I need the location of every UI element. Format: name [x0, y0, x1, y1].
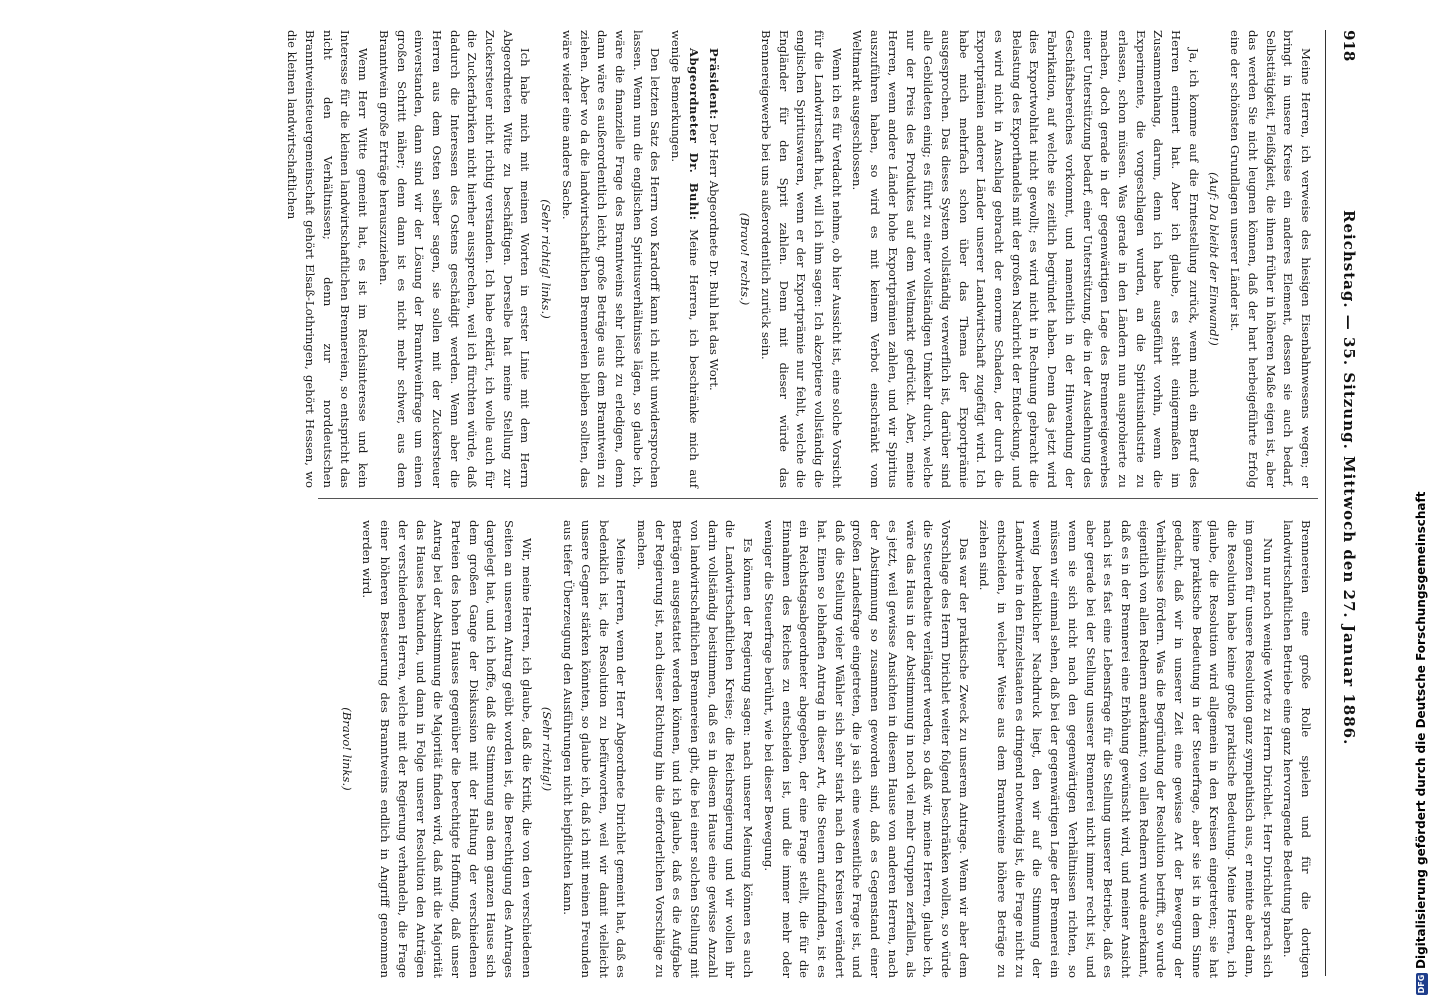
speaker-name: Abgeordneter Dr. Buhl:: [686, 48, 701, 221]
left-spacer: [723, 30, 733, 488]
left-interjection: (Sehr richtig! links.): [539, 199, 554, 319]
right-paragraph: Es können der Regierung sagen: nach unserer Meinung können es auch die Landwirtschaftlichen Kreise; die Reichsregierung und wir wollen ihr darin vollständig beistimmen, daß es in diesem Hause eine gewisse Anzahl von landwirtschaftlichen Brennereien gibt, die bei einer solchen Stellung mit Beträgen ausgestattet werden können, und ich glaube, daß es die Aufgabe der Regierung ist, nach dieser Richtung hin die erforderlichen Vorschläge zu machen.: [634, 520, 756, 978]
left-paragraph: Präsident: Der Herr Abgeordnete Dr. Buhl hat das Wort.: [707, 48, 722, 391]
column-divider: [318, 498, 1318, 499]
speaker-name: Präsident:: [707, 48, 722, 120]
left-paragraph: Ich habe mich mit meinen Worten in erster Linie mit dem Herrn Abgeordneten Witte zu beschäftigen. Derselbe hat meine Stellung zur Zuckersteuer nicht richtig verstanden. Ich habe erklärt, ich wolle auch für die Zuckerfabriken nicht hierher aussprechen, weil ich fürchten würde, daß dadurch die Interessen des Ostens geschädigt werden. Wenn aber die Herren aus dem Osten selber sagen, sie sollen mit der Zuckersteuer einverstanden, dann sind wir der Lösung der Branntweinfrage um einen großen Schritt näher; denn dann ist es nicht mehr schwer, aus dem Branntwein große Erträge herauszuziehen.: [376, 30, 533, 488]
right-interjection: (Sehr richtig!): [540, 706, 555, 792]
right-paragraph: Das war der praktische Zweck zu unserem Antrage. Wenn wir aber dem Vorschlage des Herrn Dirichlet weiter folgend beschränken wollen, so würde die Steuerdebatte verlängert werden, so daß wir, meine Herren, glaube ich, wäre das Haus in der Abstimmung in noch viel mehr Gruppen zerfallen, als es jetzt, weil gewisse Ansichten in diesem Hause von anderen Herren, nach der Abstimmung so zusammen geworden sind, daß es Gegenstand einer großen Landesfrage eingetreten, die ja sich eine wesentliche Frage ist, und daß die Stellung vieler Wähler sich sehr stark nach den Kreisen verändert hat. Einen so lebhaften Antrag in dieser Art, die Steuern aufzufinden, ist es ein Reichstagsabgeordneter abgegeben, der eine Frage stellt, die für die Einnahmen des Reiches zu entscheiden ist, und die immer mehr oder weniger die Steuerfrage berührt, wie bei dieser Bewegung.: [761, 520, 971, 978]
right-column: [334, 520, 1314, 978]
left-paragraph: Abgeordneter Dr. Buhl: Meine Herren, ich beschränke mich auf wenige Bemerkungen.: [669, 30, 701, 488]
footer-credit: [1414, 492, 1428, 995]
left-paragraph: Den letzten Satz des Herrn von Kardorff kann ich nicht unwidersprochen lassen. Wenn nun die englischen Spiritusverhältnisse lägen, so glaube ich, wäre die finanzielle Frage des Branntweins sehr leicht zu erledigen, denn dann wäre es außerordentlich leicht, große Beträge aus dem Branntwein zu ziehen. Aber wo da die landwirtschaftlichen Brennereien bleiben sollten, das wäre wieder eine andere Sache.: [559, 30, 663, 488]
right-paragraph: Meine Herren, wenn der Herr Abgeordnete Dirichlet gemeint hat, daß es bedenklich ist, die Resolution zu befürworten, weil wir damit vielleicht unsere Gegner stärken könnten, so glaube ich, daß ich mit meinen Freunden aus tiefer Überzeugung den Ausführungen nicht beipflichten kann.: [561, 520, 629, 978]
left-paragraph: Wenn Herr Witte gemeint hat, es ist im Reichsinteresse und kein Interesse für die kleinen landwirtschaftlichen Brennereien, so entspricht das nicht den Verhältnissen; denn zur norddeutschen Branntweinsteuergemeinschaft gehört Elsaß-Lothringen, gehört Hessen, wo die kleinen landwirtschaftlichen: [285, 30, 371, 488]
left-paragraph: Meine Herren, ich verweise des hiesigen Eisenbahnwesens wegen; er bringt in unsere Kreise ein anderes Element, dessen sie auch bedarf, Selbsttätigkeit, Fleißigkeit, die ihnen früher in höheren Maße eigen ist, aber das werden Sie nicht leugnen können, daß der hart herbeigeführte Erfolg eine der schönsten Grundlagen unserer Länder ist.: [1228, 30, 1313, 488]
right-interjection: (Bravo! links.): [339, 707, 354, 791]
left-paragraph: Ja, ich komme auf die Erntestellung zurück, wenn mich ein Beruf des Herren erinnert hat. Aber ich glaube, es steht einigermaßen im Zusammenhang, darum, denn ich habe ausgeführt vorhin, wenn die Experimente, die vorgeschlagen wurden, an die Spiritusindustrie zu erlassen, schon müssen. Was gerade in den Ländern nun ausprobierte zu machen, doch gerade in der gegenwärtigen Lage des Brennereigewerbes einer Unterstützung bedarf, einer Unterstützung, die in der Ausdehnung des Geschäftsbereiches vorkommt, und namentlich in der Hinwendung der Fabrikation, auf welche sie zeitlich begründet haben. Denn das jetzt wird dies Exportwohltat nicht gewollt; es wird nicht in Rechnung gebracht die Belastung des Exporthandels mit der großen Nachricht der Entdeckung, und es wird nicht in Anschlag gebracht der enorme Schaden, der durch die Exportprämien anderer Länder unserer Landwirtschaft zugefügt wird. Ich habe mich mehrfach schon über das Thema der Exportprämie ausgesprochen. Das dieses System vollständig verwerflich ist, darüber sind alle Gebildeten einig; es führt zu einer vollständigen Umkehr durch, welche nur der Preis des Produktes auf dem Weltmarkt gedrückt. Aber, meine Herren, wenn andere Länder hohe Exportprämien zahlen, und wir Spiritus auszuführen haben, so wird es mit keinem Verbot einschränkt vom Weltmarkt ausgeschlossen.: [850, 30, 1201, 488]
header-rule: [1325, 30, 1326, 976]
page-header: [1332, 30, 1358, 976]
dfg-logo: DFG: [1416, 974, 1426, 994]
left-interjection: (Bravo! rechts.): [738, 212, 753, 306]
left-interjection: (Auf: Da bleibt der Einwand!): [1207, 172, 1222, 346]
page-number: 918: [1340, 30, 1358, 62]
right-paragraph: Nun nur noch wenige Worte zu Herrn Dirichlet. Herr Dirichlet sprach sich im ganzen für unsere Resolution ganz sympathisch aus, er meinte aber dann, die Resolution habe keine große praktische Bedeutung. Meine Herren, ich glaube, die Resolution wird allgemein in den Kreisen eingetreten; sie hat keine praktische Bedeutung in der Steuerfrage, aber sie ist in dem Sinne gedacht, daß wir in unserer Zeit eine gewisse Art der Bewegung der Verhältnisse fördern. Was die Begründung der Resolution betrifft, so wurde eigentlich von allen Rednern anerkannt; von allen Rednern wurde anerkannt, daß es in der Brennerei eine Erhöhung gewünscht wird, und meiner Ansicht nach ist es fast eine Lebensfrage für die Stellung unserer Betriebe, daß es aber gerade bei der Stellung unserer Brennerei nicht immer recht ist, und wenn sie sich nicht nach den gegenwärtigen Verhältnissen richten, so müssen wir einmal sehen, daß bei der gegenwärtigen Lage der Brennerei ein wenig bedenklicher Nachdruck liegt, den wir auf die Stimmung der Landwirte in den Einzelstaaten es dringend notwendig ist, die Frage nicht zu entscheiden, in welcher Weise aus dem Branntweine höhere Beträge zu ziehen sind.: [977, 520, 1275, 978]
right-paragraph: Wir, meine Herren, ich glaube, daß die Kritik, die von den verschiedenen Seiten an unserem Antrag geübt worden ist, die Berechtigung des Antrages dargelegt hat, und ich hoffe, daß die Stimmung ans dem ganzen Hause sich dem großen Gange der Diskussion mit der Haltung der verschiedenen Parteien des hohen Hauses gegenüber die berechtigte Hoffnung, daß unser Antrag bei der Abstimmung die Majorität finden wird, daß mit die Majorität das Hauses bekunden, und dann in Folge unserer Resolution den Anträgen der verschiedenen Herren, welche mit der Regierung verhandeln, die Frage einer höheren Besteuerung des Branntweins endlich in Angriff genommen werden wird.: [360, 520, 534, 978]
left-column: [280, 30, 1314, 488]
footer-credit-text: Digitalisierung gefördert durch die Deutsche Forschungsgemeinschaft: [1414, 491, 1428, 969]
running-title: Reichstag. — 35. Sitzung. Mittwoch den 27. Januar 1886.: [1340, 210, 1358, 746]
right-paragraph: Brennereien eine große Rolle spielen und für die dortigen landwirtschaftlichen Betriebe eine ganz hervorragende Bedeutung haben.: [1281, 520, 1313, 978]
left-paragraph: Wenn ich es für Verdacht nehme, ob hier Aussicht ist, eine solche Vorsicht für die Landwirtschaft hat, will ich ihm sagen: Ich akzeptiere vollständig die englischen Spirituswaren, wenn er der Exportprämie nur fehlt, welche die Engländer für den Sprit zahlen. Denn mit dieser würde das Brennereigewerbe bei uns außerordentlich zurück sein.: [758, 30, 844, 488]
footer-strip: [1410, 0, 1432, 1000]
